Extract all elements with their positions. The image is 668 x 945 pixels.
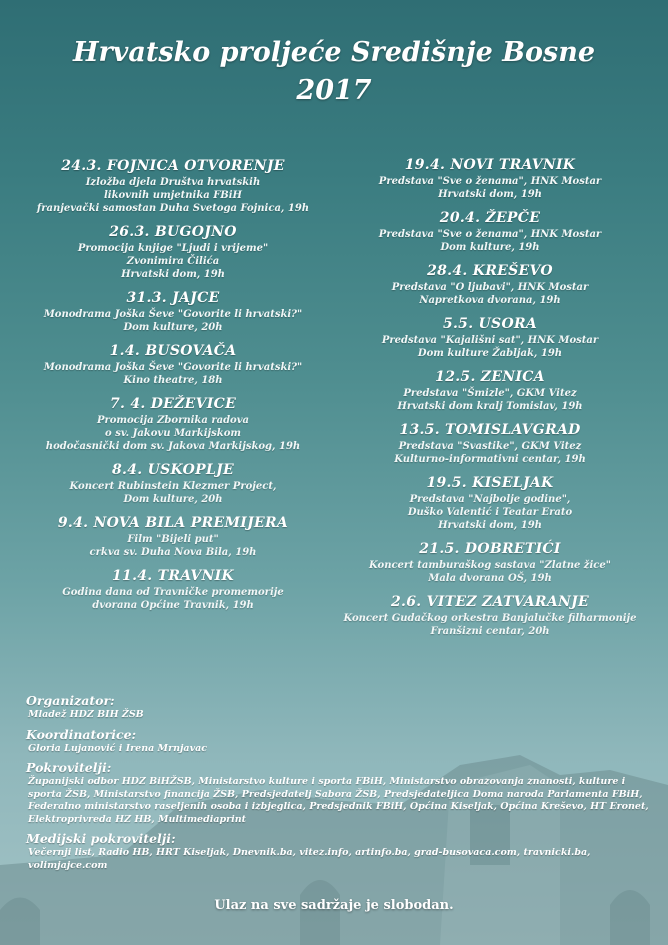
event-heading: 2.6. VITEZ ZATVARANJE [391, 594, 589, 610]
event-heading: 19.4. NOVI TRAVNIK [404, 157, 576, 173]
coordinators-text: Gloria Lujanović i Irena Mrnjavac [28, 742, 208, 754]
event-detail-line: Promocija Zbornika radova [96, 415, 250, 426]
event-detail-line: Predstava "Sve o ženama", HNK Mostar [378, 176, 602, 187]
event-heading: 1.4. BUSOVAČA [109, 343, 237, 359]
event-detail-line: dvorana Općine Travnik, 19h [92, 600, 254, 611]
event-heading: 24.3. FOJNICA OTVORENJE [61, 158, 285, 174]
event-heading: 13.5. TOMISLAVGRAD [399, 422, 581, 438]
event-heading: 8.4. USKOPLJE [112, 462, 234, 478]
event-entry [14, 513, 332, 559]
event-entry [14, 566, 332, 612]
event-detail-line: crkva sv. Duha Nova Bila, 19h [89, 547, 257, 558]
event-detail-line: Kino theatre, 18h [123, 375, 223, 386]
event-entry [14, 341, 332, 387]
event-detail-line: Napretkova dvorana, 19h [419, 295, 561, 306]
event-heading: 26.3. BUGOJNO [109, 224, 237, 240]
event-entry [320, 314, 660, 360]
organizer-text: Mladež HDZ BIH ŽSB [28, 709, 144, 720]
event-detail-line: Mala dvorana OŠ, 19h [428, 573, 552, 584]
event-heading: 5.5. USORA [442, 316, 538, 332]
event-detail-line: Koncert Gudačkog orkestra Banjalučke filharmonije [343, 613, 637, 624]
event-detail-line: Hrvatski dom, 19h [121, 269, 225, 280]
event-entry [14, 460, 332, 506]
event-entry [320, 261, 660, 307]
event-entry [320, 592, 660, 638]
event-detail-line: Hrvatski dom, 19h [438, 520, 542, 531]
event-detail-line: o sv. Jakovu Markijskom [105, 428, 241, 439]
event-detail-line: Godina dana od Travničke promemorije [62, 587, 284, 598]
patrons-text: Županijski odbor HDZ BiHŽSB, Ministarstvo kulture i sporta FBiH, Ministarstvo obrazovanja znanosti, kulture i sporta ŽSB, Ministarstvo financija ŽSB, Predsjedatelj Sabora ŽSB, Predsjedateljica Doma naroda Parlamenta FBiH, Federalno ministarstvo raseljenih osoba i izbjeglica, Predsjednik FBiH, Općina Kiseljak, Općina Kreševo, HT Eronet, Elektroprivreda HZ HB, Multimediaprint [28, 776, 649, 825]
event-entry [320, 473, 660, 532]
title-line-1: Hrvatsko proljeće Središnje Bosne [72, 37, 596, 68]
media-label: Medijski pokrovitelji: [26, 831, 176, 846]
event-heading: 9.4. NOVA BILA PREMIJERA [57, 515, 289, 531]
event-heading: 7. 4. DEŽEVICE [109, 396, 237, 412]
event-detail-line: Dom kulture, 19h [440, 242, 540, 253]
event-entry [14, 156, 332, 215]
event-detail-line: Predstava "Kajališni sat", HNK Mostar [381, 335, 599, 346]
event-heading: 31.3. JAJCE [126, 290, 220, 306]
event-detail-line: franjevački samostan Duha Svetoga Fojnica, 19h [36, 203, 310, 214]
event-detail-line: likovnih umjetnika FBiH [103, 190, 243, 201]
event-detail-line: Koncert tamburaškog sastava "Zlatne žice" [369, 560, 611, 571]
event-heading: 19.5. KISELJAK [426, 475, 554, 491]
event-detail-line: Kulturno-informativni centar, 19h [394, 454, 586, 465]
event-detail-line: Duško Valentić i Teatar Erato [407, 507, 573, 518]
event-detail-line: Dom kulture, 20h [123, 322, 223, 333]
event-detail-line: Film "Bijeli put" [127, 534, 219, 545]
event-detail-line: Monodrama Joška Ševe "Govorite li hrvatski?" [43, 309, 303, 320]
event-heading: 11.4. TRAVNIK [111, 568, 235, 584]
event-entry [14, 288, 332, 334]
event-detail-line: Zvonimira Čilića [126, 256, 220, 267]
event-detail-line: Predstava "Svastike", GKM Vitez [398, 441, 582, 452]
event-detail-line: Monodrama Joška Ševe "Govorite li hrvatski?" [43, 362, 303, 373]
event-detail-line: Predstava "O ljubavi", HNK Mostar [391, 282, 589, 293]
event-detail-line: Promocija knjige "Ljudi i vrijeme" [77, 243, 269, 254]
media-text: Večernji list, Radio HB, HRT Kiseljak, Dnevnik.ba, vitez.info, artinfo.ba, grad-busovaca.com, travnicki.ba, volimjajce.com [28, 847, 591, 871]
event-heading: 28.4. KREŠEVO [427, 263, 553, 279]
event-detail-line: Dom kulture, 20h [123, 494, 223, 505]
free-entry-note: Ulaz na sve sadržaje je slobodan. [214, 898, 454, 913]
event-detail-line: Hrvatski dom kralj Tomislav, 19h [397, 401, 583, 412]
event-entry [320, 155, 660, 201]
event-heading: 21.5. DOBRETIĆI [419, 541, 561, 557]
event-detail-line: Predstava "Šmizle", GKM Vitez [403, 388, 577, 399]
left-events-column [14, 156, 332, 619]
event-entry [14, 394, 332, 453]
event-detail-line: Franšizni centar, 20h [430, 626, 550, 637]
patrons-label: Pokrovitelji: [26, 760, 112, 775]
event-detail-line: Dom kulture Žabljak, 19h [417, 348, 563, 359]
event-entry [320, 539, 660, 585]
event-detail-line: Predstava "Sve o ženama", HNK Mostar [378, 229, 602, 240]
event-detail-line: Koncert Rubinstein Klezmer Project, [69, 481, 277, 492]
event-entry [14, 222, 332, 281]
title-line-2: 2017 [296, 75, 372, 106]
poster-title [0, 34, 668, 110]
coordinators-label: Koordinatorice: [26, 726, 137, 742]
right-events-column [320, 155, 660, 645]
organizer-label: Organizator: [26, 693, 115, 708]
event-entry [320, 367, 660, 413]
event-detail-line: Predstava "Najbolje godine", [409, 494, 571, 505]
event-entry [320, 420, 660, 466]
event-heading: 12.5. ZENICA [435, 369, 545, 385]
event-detail-line: Izložba djela Društva hrvatskih [85, 177, 261, 188]
info-section [26, 692, 656, 876]
event-heading: 20.4. ŽEPČE [439, 210, 541, 226]
event-detail-line: hodočasnički dom sv. Jakova Markijskog, 19h [45, 441, 301, 452]
event-detail-line: Hrvatski dom, 19h [438, 189, 542, 200]
event-entry [320, 208, 660, 254]
